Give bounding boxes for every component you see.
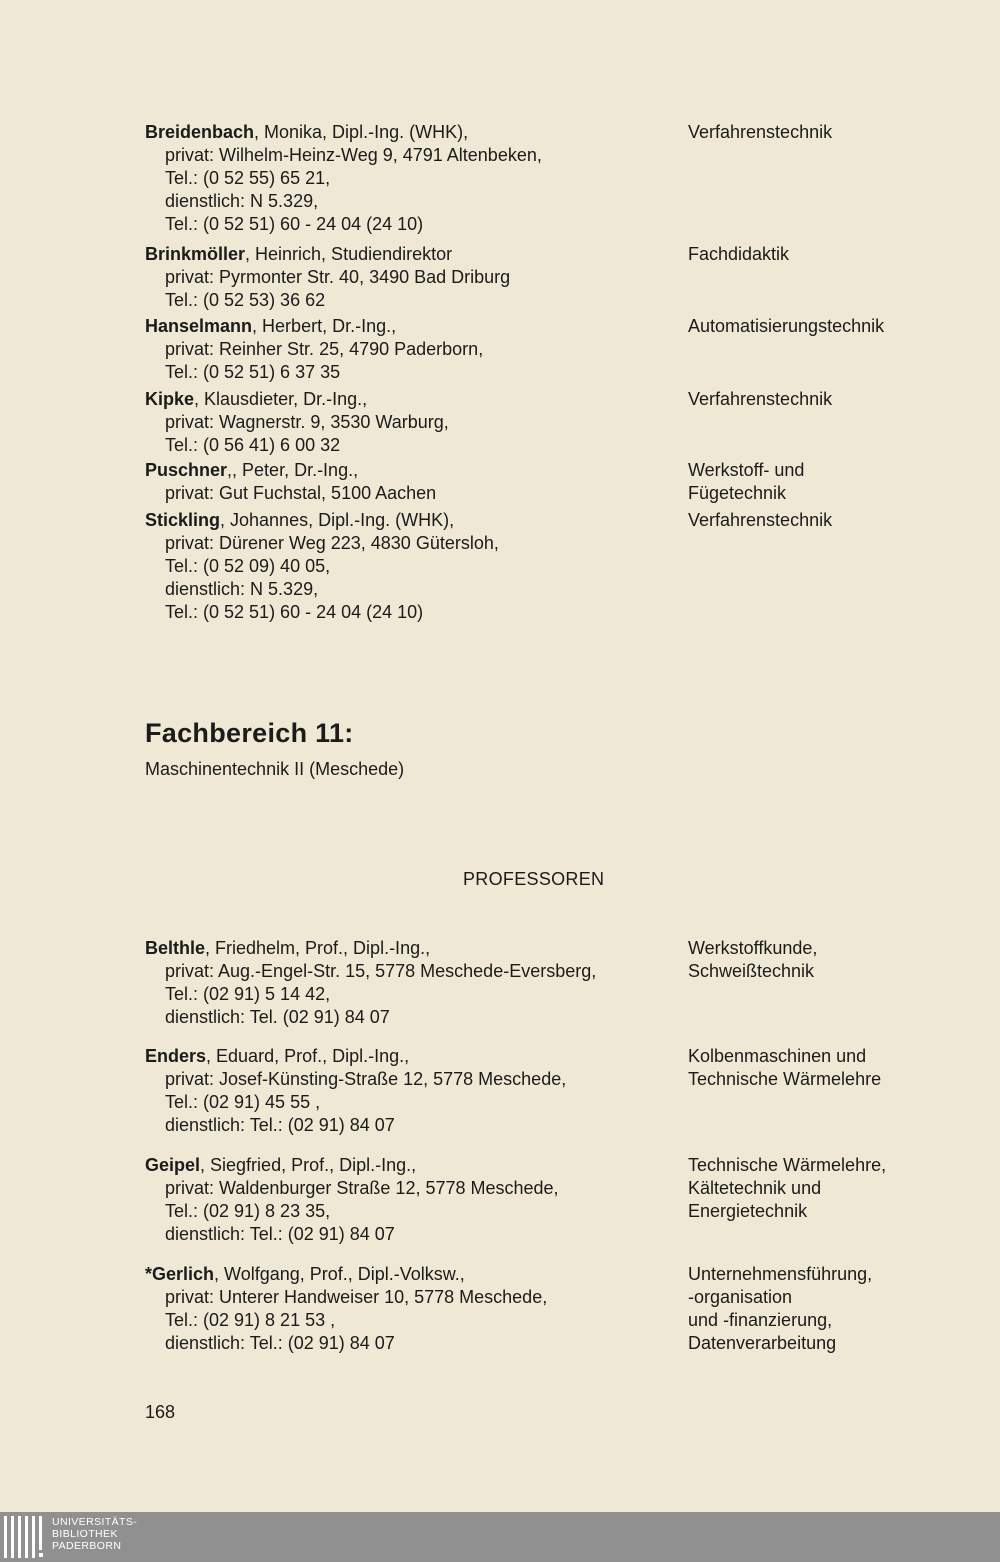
entry-detail-line: privat: Wilhelm-Heinz-Weg 9, 4791 Altenbeken, — [165, 145, 542, 165]
entry-surname: Enders — [145, 1046, 207, 1066]
entry-title: , Johannes, Dipl.-Ing. (WHK), — [220, 510, 455, 530]
entry-field — [688, 315, 884, 338]
entry-surname: Brinkmöller — [145, 244, 246, 264]
entry-field-line: und -finanzierung, — [688, 1310, 833, 1330]
directory-entry — [145, 937, 985, 1029]
entry-field — [688, 1263, 872, 1355]
entry-detail-line: privat: Aug.-Engel-Str. 15, 5778 Meschede-Eversberg, — [165, 961, 597, 981]
entry-field-line: Automatisierungstechnik — [688, 316, 885, 336]
entry-surname: Hanselmann — [145, 316, 253, 336]
entry-detail-line: dienstlich: Tel. (02 91) 84 07 — [165, 1007, 390, 1027]
entry-field — [688, 388, 832, 411]
entry-field — [688, 121, 832, 144]
entry-detail-line: privat: Dürener Weg 223, 4830 Gütersloh, — [165, 533, 499, 553]
entry-field-line: Verfahrenstechnik — [688, 389, 833, 409]
entry-field-line: Schweißtechnik — [688, 961, 815, 981]
entry-field-line: Werkstoffkunde, — [688, 938, 818, 958]
entry-detail-line: privat: Gut Fuchstal, 5100 Aachen — [165, 483, 437, 503]
entry-detail-line: privat: Unterer Handweiser 10, 5778 Meschede, — [165, 1287, 548, 1307]
entry-name-line — [145, 121, 985, 144]
entry-detail-line: Tel.: (02 91) 5 14 42, — [165, 984, 331, 1004]
entry-detail-line: Tel.: (0 52 51) 6 37 35 — [165, 362, 341, 382]
library-logo-icon — [4, 1516, 44, 1558]
entry-detail-line: dienstlich: N 5.329, — [165, 579, 319, 599]
entry-title: , Friedhelm, Prof., Dipl.-Ing., — [205, 938, 431, 958]
entry-field-line: Kolbenmaschinen und — [688, 1046, 867, 1066]
entry-field — [688, 459, 804, 505]
entry-name-line — [145, 937, 985, 960]
entry-field-line: Verfahrenstechnik — [688, 122, 833, 142]
directory-entry — [145, 509, 985, 624]
department-heading: Fachbereich 11: — [145, 718, 354, 748]
library-logo-text — [52, 1516, 137, 1552]
entry-title: , Klausdieter, Dr.-Ing., — [194, 389, 368, 409]
entry-field — [688, 1045, 881, 1091]
entry-surname: Geipel — [145, 1155, 201, 1175]
page-number: 168 — [145, 1402, 176, 1422]
department-subheading: Maschinentechnik II (Meschede) — [145, 759, 405, 779]
section-label: PROFESSOREN — [463, 869, 605, 889]
entry-detail-line: Tel.: (02 91) 8 23 35, — [165, 1201, 331, 1221]
entry-title: , Wolfgang, Prof., Dipl.-Volksw., — [214, 1264, 465, 1284]
entry-field — [688, 1154, 886, 1223]
entry-name-line — [145, 459, 985, 482]
entry-detail-line: Tel.: (0 52 55) 65 21, — [165, 168, 331, 188]
directory-entry — [145, 315, 985, 384]
directory-entry — [145, 388, 985, 457]
entry-field-line: Unternehmensführung, — [688, 1264, 873, 1284]
entry-field-line: Fachdidaktik — [688, 244, 790, 264]
entry-field-line: Datenverarbeitung — [688, 1333, 837, 1353]
entry-field-line: Technische Wärmelehre, — [688, 1155, 887, 1175]
entry-detail-line: privat: Waldenburger Straße 12, 5778 Meschede, — [165, 1178, 559, 1198]
entry-field-line: Kältetechnik und — [688, 1178, 822, 1198]
entry-detail-line: dienstlich: N 5.329, — [165, 191, 319, 211]
entry-detail-line: privat: Wagnerstr. 9, 3530 Warburg, — [165, 412, 449, 432]
entry-title: , Monika, Dipl.-Ing. (WHK), — [254, 122, 469, 142]
entry-field — [688, 509, 832, 532]
entry-detail-line: Tel.: (0 52 09) 40 05, — [165, 556, 331, 576]
logo-line-3: PADERBORN — [52, 1540, 122, 1552]
entry-surname: Stickling — [145, 510, 221, 530]
entry-name-line — [145, 509, 985, 532]
directory-entry — [145, 1045, 985, 1137]
entry-detail-line: Tel.: (0 52 51) 60 - 24 04 (24 10) — [165, 214, 424, 234]
entry-detail-line: Tel.: (0 56 41) 6 00 32 — [165, 435, 341, 455]
entry-field-line: Werkstoff- und — [688, 460, 805, 480]
entry-detail-line: dienstlich: Tel.: (02 91) 84 07 — [165, 1224, 395, 1244]
entry-title: , Eduard, Prof., Dipl.-Ing., — [206, 1046, 410, 1066]
entry-surname: Breidenbach — [145, 122, 255, 142]
entry-detail-line: privat: Josef-Künsting-Straße 12, 5778 Meschede, — [165, 1069, 567, 1089]
library-footer — [0, 1512, 1000, 1562]
entry-title: , Heinrich, Studiendirektor — [245, 244, 453, 264]
entry-field-line: Verfahrenstechnik — [688, 510, 833, 530]
entry-detail-line: privat: Pyrmonter Str. 40, 3490 Bad Driburg — [165, 267, 511, 287]
directory-entry — [145, 121, 985, 236]
directory-entry — [145, 1263, 985, 1355]
entry-field-line: Fügetechnik — [688, 483, 787, 503]
entry-detail-line: Tel.: (02 91) 45 55 , — [165, 1092, 321, 1112]
entry-surname: *Gerlich — [145, 1264, 215, 1284]
entry-surname: Puschner — [145, 460, 228, 480]
entry-surname: Kipke — [145, 389, 195, 409]
entry-field — [688, 243, 789, 266]
entry-field-line: Technische Wärmelehre — [688, 1069, 882, 1089]
entry-title: , Herbert, Dr.-Ing., — [252, 316, 397, 336]
entry-name-line — [145, 243, 985, 266]
entry-title: ,, Peter, Dr.-Ing., — [227, 460, 359, 480]
logo-line-1: UNIVERSITÄTS- — [52, 1516, 138, 1528]
entry-detail-line: Tel.: (0 52 53) 36 62 — [165, 290, 326, 310]
entry-field-line: Energietechnik — [688, 1201, 808, 1221]
logo-line-2: BIBLIOTHEK — [52, 1528, 118, 1540]
entry-name-line — [145, 388, 985, 411]
directory-entry — [145, 459, 985, 505]
entry-detail-line: dienstlich: Tel.: (02 91) 84 07 — [165, 1333, 395, 1353]
entry-detail-line: dienstlich: Tel.: (02 91) 84 07 — [165, 1115, 395, 1135]
directory-entry — [145, 243, 985, 312]
entry-field — [688, 937, 817, 983]
entry-field-line: -organisation — [688, 1287, 793, 1307]
entry-surname: Belthle — [145, 938, 206, 958]
directory-entry — [145, 1154, 985, 1246]
entry-detail-line: privat: Reinher Str. 25, 4790 Paderborn, — [165, 339, 484, 359]
entry-title: , Siegfried, Prof., Dipl.-Ing., — [200, 1155, 417, 1175]
entry-detail-line: Tel.: (0 52 51) 60 - 24 04 (24 10) — [165, 602, 424, 622]
entry-detail-line: Tel.: (02 91) 8 21 53 , — [165, 1310, 336, 1330]
